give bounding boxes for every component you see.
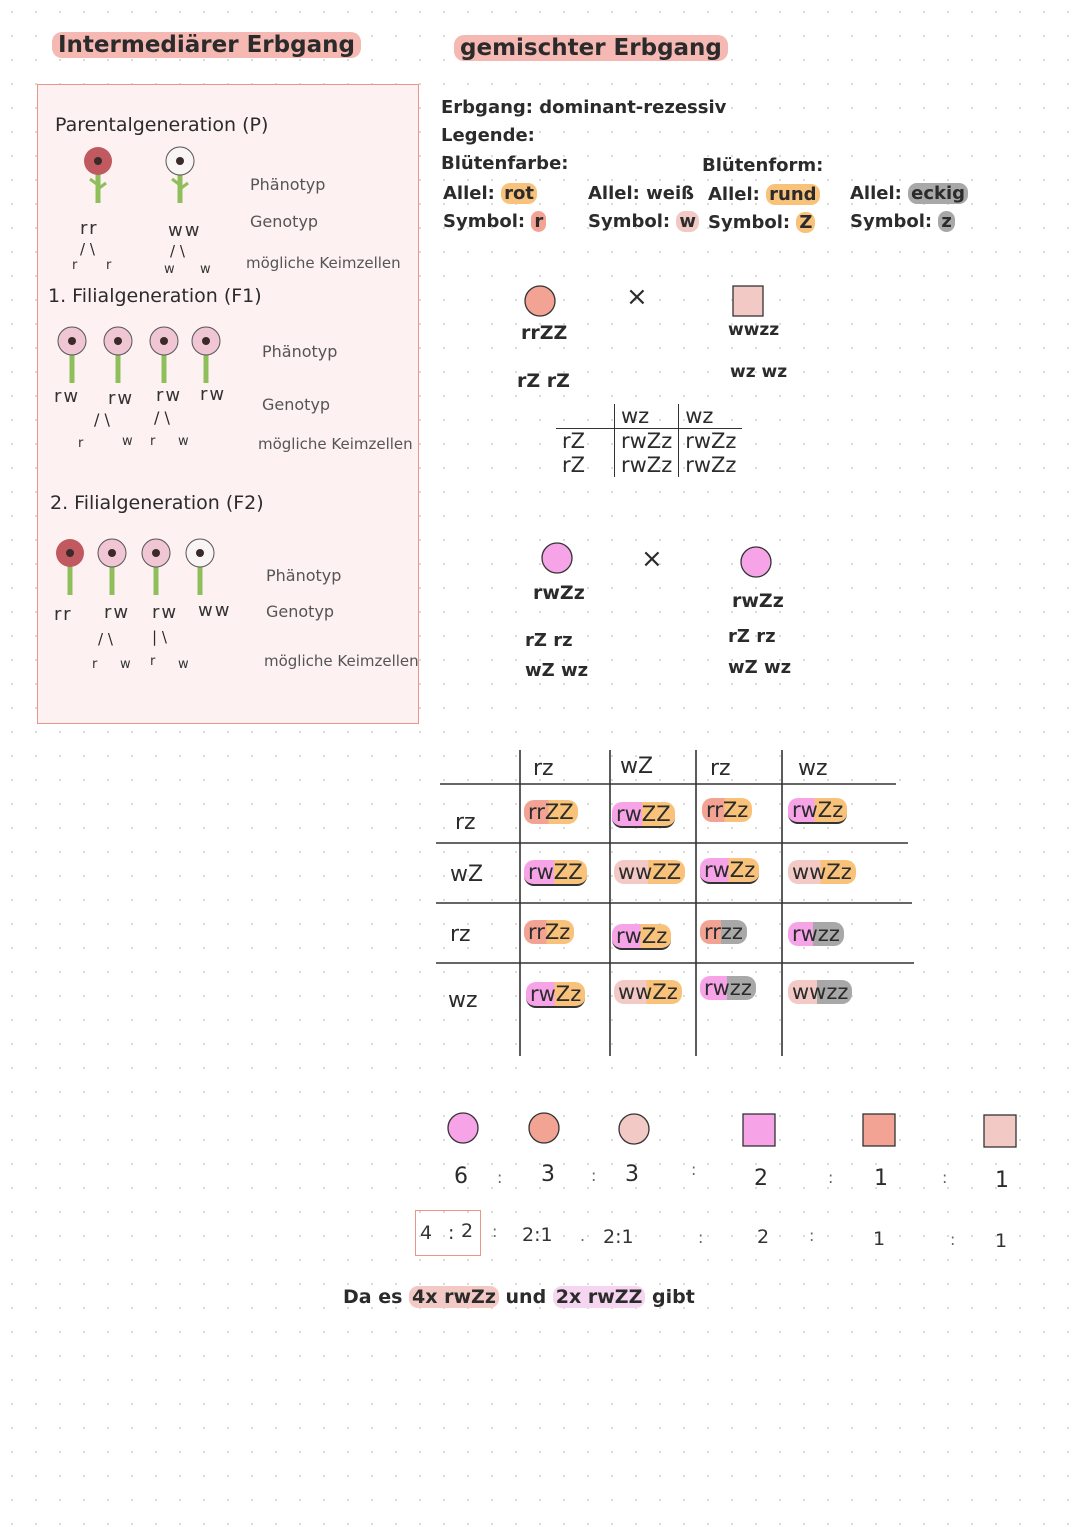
punnett2-cell: rwZZ (612, 802, 675, 828)
flower-pink-icon (134, 537, 178, 597)
p-phenotype-label: Phänotyp (250, 175, 326, 194)
ratio1-value: 6 (454, 1164, 468, 1189)
cross1-g2: wz wz (730, 362, 788, 382)
cross2-x: × (641, 544, 663, 574)
punnett1-cell: rwZz (679, 453, 743, 477)
erbgang-line: Erbgang: dominant-rezessiv (441, 97, 727, 118)
p-genotype-label: Genotyp (250, 212, 319, 231)
f1-title: 1. Filialgeneration (F1) (48, 285, 262, 307)
allel-rot: Allel: rot (443, 180, 537, 208)
circle-salmon-icon (523, 284, 557, 318)
ratio2-value: 1 (873, 1228, 886, 1250)
f1-phenotype-label: Phänotyp (262, 342, 338, 361)
ratio2-value: 2 (757, 1226, 770, 1248)
flower-red-icon (48, 537, 92, 597)
f1-genotype: rw (54, 386, 81, 407)
f2-gamete: r (92, 657, 98, 672)
punnett2-cell: rrZZ (524, 800, 578, 824)
ratio2-value: 2:1 (522, 1224, 553, 1246)
f2-title: 2. Filialgeneration (F2) (50, 492, 264, 514)
p-gamete: r (72, 258, 78, 273)
ratio1-sep: : (828, 1168, 834, 1187)
punnett2-col-header: wz (798, 756, 828, 781)
ratio1-value: 1 (995, 1168, 1009, 1193)
punnett2-cell: rwZz (612, 924, 671, 950)
flower-red-icon (76, 145, 120, 205)
p-gamete: w (164, 262, 175, 277)
f1-branch-1: / \ (94, 410, 110, 429)
ratio2-sep: : (448, 1222, 455, 1244)
punnett1-row-header: rZ (562, 453, 586, 477)
ratio1-value: 2 (754, 1166, 768, 1191)
punnett2-cell: wwZz (788, 860, 856, 884)
f2-genotype: rw (104, 602, 131, 623)
f2-gamete: r (150, 654, 156, 669)
symbol-z: Symbol: z (850, 208, 955, 236)
circle-lightpink-icon (617, 1112, 651, 1146)
flower-white-icon (178, 537, 222, 597)
left-title: Intermediärer Erbgang (52, 32, 361, 58)
legende-label: Legende: (441, 125, 535, 146)
circle-pink-icon (446, 1111, 480, 1145)
f1-gamete: r (78, 436, 84, 451)
punnett2-cell: rwZz (788, 798, 847, 824)
ratio2-sep: . (580, 1226, 586, 1245)
punnett1-cell: rwZz (615, 429, 679, 454)
cross1-x: × (626, 282, 648, 312)
circle-pink-icon (540, 541, 574, 575)
cross2-g2a: rZ rz (728, 626, 776, 647)
ratio2-sep: : (492, 1222, 498, 1241)
f2-gamete: w (120, 657, 131, 672)
f1-branch-2: / \ (154, 408, 170, 427)
punnett-square-2-grid (430, 748, 920, 1060)
punnett1-cell: rwZz (679, 429, 743, 454)
ratio1-value: 3 (625, 1162, 639, 1187)
f1-gamete: r (150, 434, 156, 449)
punnett2-row-header: wz (448, 988, 478, 1013)
punnett2-cell: wwzz (788, 980, 852, 1004)
circle-salmon-icon (527, 1111, 561, 1145)
punnett1-row-header: rZ (556, 429, 615, 454)
cross2-g2b: wZ wz (728, 657, 792, 678)
bluetenfarbe-label: Blütenfarbe: (441, 153, 569, 174)
punnett2-row-header: wZ (450, 862, 484, 887)
f1-genotype: rw (108, 388, 135, 409)
punnett2-cell: rwzz (700, 976, 756, 1000)
f2-branch-1: / \ (98, 630, 113, 648)
ratio2-value: 2 (461, 1220, 474, 1242)
ratio2-sep: : (698, 1228, 704, 1247)
ratio2-value: 2:1 (603, 1226, 634, 1248)
f2-phenotype-label: Phänotyp (266, 566, 342, 585)
f1-genotype: rw (156, 385, 183, 406)
cross1-p2: wwzz (728, 320, 780, 340)
flower-pink-icon (142, 325, 186, 385)
punnett2-cell: wwZZ (614, 860, 685, 884)
punnett2-row-header: rz (455, 810, 476, 835)
ratio2-sep: : (809, 1226, 815, 1245)
punnett2-cell: rrzz (700, 920, 747, 944)
punnett2-cell: rwzz (788, 922, 844, 946)
square-pink-icon (740, 1111, 778, 1149)
f1-genotype: rw (200, 384, 227, 405)
p-gametes-label: mögliche Keimzellen (246, 254, 401, 272)
cross2-p2: rwZz (732, 590, 784, 612)
ratio2-sep: : (950, 1230, 956, 1249)
f1-gamete: w (122, 434, 133, 449)
punnett2-col-header: wZ (620, 754, 654, 779)
punnett2-cell: rwZz (700, 858, 759, 884)
cross2-p1: rwZz (533, 582, 585, 604)
ratio2-value: 4 (420, 1222, 433, 1244)
square-salmon-icon (860, 1111, 898, 1149)
cross1-p1: rrZZ (521, 322, 568, 344)
ratio1-value: 3 (541, 1162, 555, 1187)
symbol-r: Symbol: r (443, 208, 546, 236)
p-gamete: r (106, 258, 112, 273)
f2-branch-2: | \ (152, 628, 167, 646)
punnett1-col-header: wz (679, 404, 743, 429)
punnett2-row-header: rz (450, 922, 471, 947)
f1-gamete: w (178, 434, 189, 449)
p-branch-1: / \ (80, 240, 95, 258)
p-gamete: w (200, 262, 211, 277)
ratio1-sep: : (591, 1166, 597, 1185)
f1-gametes-label: mögliche Keimzellen (258, 435, 413, 453)
right-title: gemischter Erbgang (454, 35, 728, 61)
flower-pink-icon (184, 325, 228, 385)
ratio1-sep: : (691, 1160, 697, 1179)
cross2-g1b: wZ wz (525, 660, 589, 681)
allel-rund: Allel: rund (708, 181, 820, 209)
punnett2-col-header: rz (710, 756, 731, 781)
flower-white-icon (158, 145, 202, 205)
punnett2-cell: rwZz (526, 982, 585, 1008)
p-branch-2: / \ (170, 242, 185, 260)
flower-pink-icon (50, 325, 94, 385)
f2-gamete: w (178, 657, 189, 672)
f2-genotype: ww (198, 600, 232, 621)
punnett2-cell: rrZz (524, 920, 574, 944)
flower-pink-icon (96, 325, 140, 385)
allel-weiss: Allel: weiß (588, 183, 695, 204)
punnett2-col-header: rz (533, 756, 554, 781)
f2-genotype: rw (152, 602, 179, 623)
punnett2-cell: rwZZ (524, 860, 587, 886)
punnett1-cell: rwZz (615, 453, 679, 477)
conclusion: Da es 4x rwZz und 2x rwZZ gibt (343, 1286, 695, 1308)
punnett1-col-header: wz (615, 404, 679, 429)
square-lightpink-icon (980, 1112, 1020, 1150)
cross2-g1a: rZ rz (525, 630, 573, 651)
cross1-g1: rZ rZ (517, 370, 570, 392)
f1-genotype-label: Genotyp (262, 395, 331, 414)
p-genotype-2: ww (168, 220, 202, 241)
flower-pink-icon (90, 537, 134, 597)
square-lightpink-icon (731, 284, 765, 318)
ratio1-sep: : (942, 1168, 948, 1187)
f2-genotype-label: Genotyp (266, 602, 335, 621)
bluetenform-label: Blütenform: (702, 155, 824, 176)
symbol-w: Symbol: w (588, 208, 699, 236)
ratio2-value: 1 (995, 1230, 1008, 1252)
p-genotype-1: rr (80, 218, 99, 239)
punnett2-cell: rrZz (702, 798, 752, 822)
p-title: Parentalgeneration (P) (55, 114, 269, 136)
f2-genotype: rr (54, 604, 73, 625)
punnett-square-1 (556, 404, 742, 477)
circle-pink-icon (739, 545, 773, 579)
allel-eckig: Allel: eckig (850, 180, 968, 208)
ratio1-value: 1 (874, 1166, 888, 1191)
punnett2-cell: wwZz (614, 980, 682, 1004)
symbol-Z: Symbol: Z (708, 209, 815, 237)
f2-gametes-label: mögliche Keimzellen (264, 652, 419, 670)
ratio1-sep: : (497, 1168, 503, 1187)
